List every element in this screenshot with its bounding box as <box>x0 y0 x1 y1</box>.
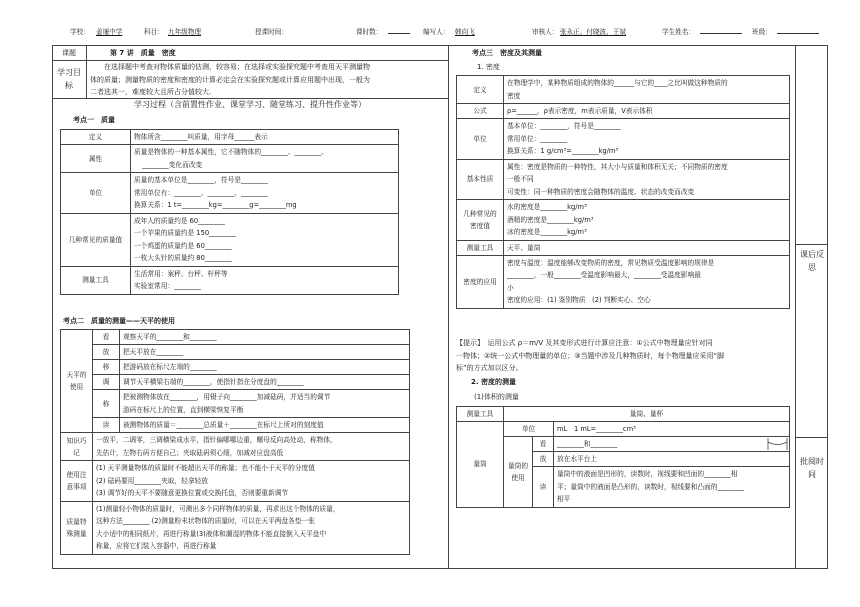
hours-label: 课时数： <box>356 28 383 36</box>
side-split-1 <box>795 244 828 245</box>
kp1-common-label: 几种常见的质量值 <box>61 213 131 266</box>
kp1-tool-label: 测量工具 <box>61 266 131 294</box>
kp4-sub: (1)体积的测量 <box>474 393 519 401</box>
kp2-note-label: 使用注意事项 <box>61 461 93 502</box>
topic-label: 课题 <box>62 49 76 57</box>
reflection-label: 课后反思 <box>800 250 824 272</box>
kp1-def: 物体所含________叫质量，用字母______表示 <box>131 130 399 145</box>
subject-label: 科目： <box>144 28 164 36</box>
side-split-2 <box>795 437 828 438</box>
subject-name: 九年级物理 <box>168 28 201 36</box>
kp1-table: 定义 物体所含________叫质量，用字母______表示 属性 质量是物体的一种基本属性，它不随物体的________、________、 ________变化而改变 单位 质量的基本单位是________，符号是________ 常用单位有：________、________、________ 换算关系：1 t=________kg=________g=________mg 几种常见的质量值 成年人的质量约是 60________ 一个苹果的质量约是 150________ 一个鸡蛋的质量约是 60________ 一枚大头针的质量约 80________ 测量工具 生活常用：案秤、台秤、杆秤等 实验室常用：________ <box>60 129 399 295</box>
kp4-title: 2. 密度的测量 <box>471 378 516 386</box>
class-blank[interactable] <box>777 26 819 34</box>
kp1-def-label: 定义 <box>61 130 131 145</box>
author-name: 韩向飞 <box>455 28 475 36</box>
topic-title: 第 7 讲 质量 密度 <box>110 49 176 57</box>
kp2-tip-label: 知识巧记 <box>61 433 93 461</box>
school-name: 姜堰中学 <box>96 28 123 36</box>
student-blank[interactable] <box>700 26 742 34</box>
kp2-table: 天平的使用 看 观察天平的________和________ 放 把天平放在________ 移 把游码放在标尺左端的________ 调 调节天平横梁右端的________，使指针指在分度盘的________ 称 把被测物体放在________，用镊子向________加减砝码，并适当的调节 游码在标尺上的位置，直到横梁恢复平衡 读 被测物体的质量＝________总质量＋________在标尺上所对的刻度值 知识巧记 一放平，二调零，三调横梁成水平，指针偏哪哪边重，螺母反向高处动，称物体， 先估计，左物右码方便自己；夹取砝码须心细，加减对应盘高低 使用注意事项 (1) 天平测量物体的质量时不能超出天平的称量；也不能小于天平的分度值 (2) 砝码要用________夹取，轻拿轻放 (3) 调节好的天平不要随意更换位置或交换托盘，否则要重新调节 质量特殊测量 (1)测量轻小物体的质量时，可测出多个同样物体的质量，再求出这个物体的质量， 这种方法________ (2)测量粉末状物体的质量时，可以在天平两盘各垫一张 大小适中的相同纸片，再进行称量(3)液体和潮湿的物体不能直接倒入天平盘中 称量，应将它们装入容器中，再进行称量 <box>60 329 410 555</box>
review-time-label: 批阅时间 <box>800 457 824 479</box>
center-divider <box>448 45 449 569</box>
tip-text: 【提示】 运用公式 ρ＝m/V 及其变形式进行计算应注意：①公式中物理量应针对同 一物体；②统一公式中物理量的单位；③当题中涉及几种物质时，每个物理量应采用“脚 标”的方式加以区分。 <box>456 339 725 372</box>
header-bar <box>0 26 860 38</box>
reviewer-label: 审核人： <box>532 28 559 36</box>
kp1-title: 考点一 质量 <box>73 116 115 124</box>
author-label: 编写人： <box>423 28 450 36</box>
goal-text: 在选择题中考查对物体质量的估测，较容易；在选择或实验探究题中考查用天平测量物 体的质量；测量物质的密度和密度的计算必定会在实验探究题或计算应用题中出现，一般为 二者选其一，难度较大且所占分值较大. <box>90 63 370 96</box>
kp2-special-label: 质量特殊测量 <box>61 501 93 554</box>
kp1-unit-label: 单位 <box>61 173 131 214</box>
meniscus-diagram <box>766 437 789 451</box>
school-label: 学校： <box>70 28 90 36</box>
kp2-use-label: 天平的使用 <box>61 330 93 433</box>
kp3-table: 定义 在物理学中，某种物质组成的物体的______与它的____之比叫做这种物质的 密度 公式 ρ=______，ρ表示密度，m表示质量，V表示体积 单位 基本单位：________，符号是________ 常用单位：________ 换算关系：1 g/cm³=________kg/m³ 基本性质 属性：密度是物质的一种特性，其大小与质量和体积无关；不同物质的密度 一般不同 可变性：同一种物质的密度会随物体的温度、状态的改变而改变 几种常见的密度值 水的密度是________kg/m³ 酒精的密度是________kg/m³ 冰的密度是________kg/m³ 测量工具 天平、量筒 密度的应用 密度与温度：温度能够改变物质的密度，常见物质受温度影响的规律是 ________，一般________受温度影响最大，________受温度影响最 小 密度的应用：(1) 鉴别物质 (2) 判断实心、空心 <box>456 75 790 309</box>
hours-blank[interactable] <box>388 26 410 34</box>
reviewer-name: 张永正、付晓波、王斌 <box>560 28 626 36</box>
side-divider <box>795 45 796 569</box>
student-label: 学生姓名： <box>662 28 695 36</box>
goal-label: 学习目标 <box>57 68 81 90</box>
class-label: 班级： <box>752 28 772 36</box>
kp3-title: 考点三 密度及其测量 <box>472 49 542 57</box>
kp1-attr-label: 属性 <box>61 145 131 173</box>
kp3-sub: 1. 密度 <box>477 63 500 71</box>
volume-table: 测量工具 量筒、量杯 量筒 单位 mL 1 mL=________cm³ 量筒的使用 看 ________和________ 放 放在水平台上 读 量筒中的液面是凹形的，读数时，视线要和凹面的________相 平；量筒中的液面是凸形的，读数时，视线要和凸面的________ 相平 <box>456 406 790 508</box>
process-title: 学习过程（含前置性作业、课堂学习、随堂练习、提升性作业等） <box>134 100 366 109</box>
kp2-title: 考点二 质量的测量——天平的使用 <box>63 317 175 325</box>
time-label: 授课时间： <box>255 28 288 36</box>
